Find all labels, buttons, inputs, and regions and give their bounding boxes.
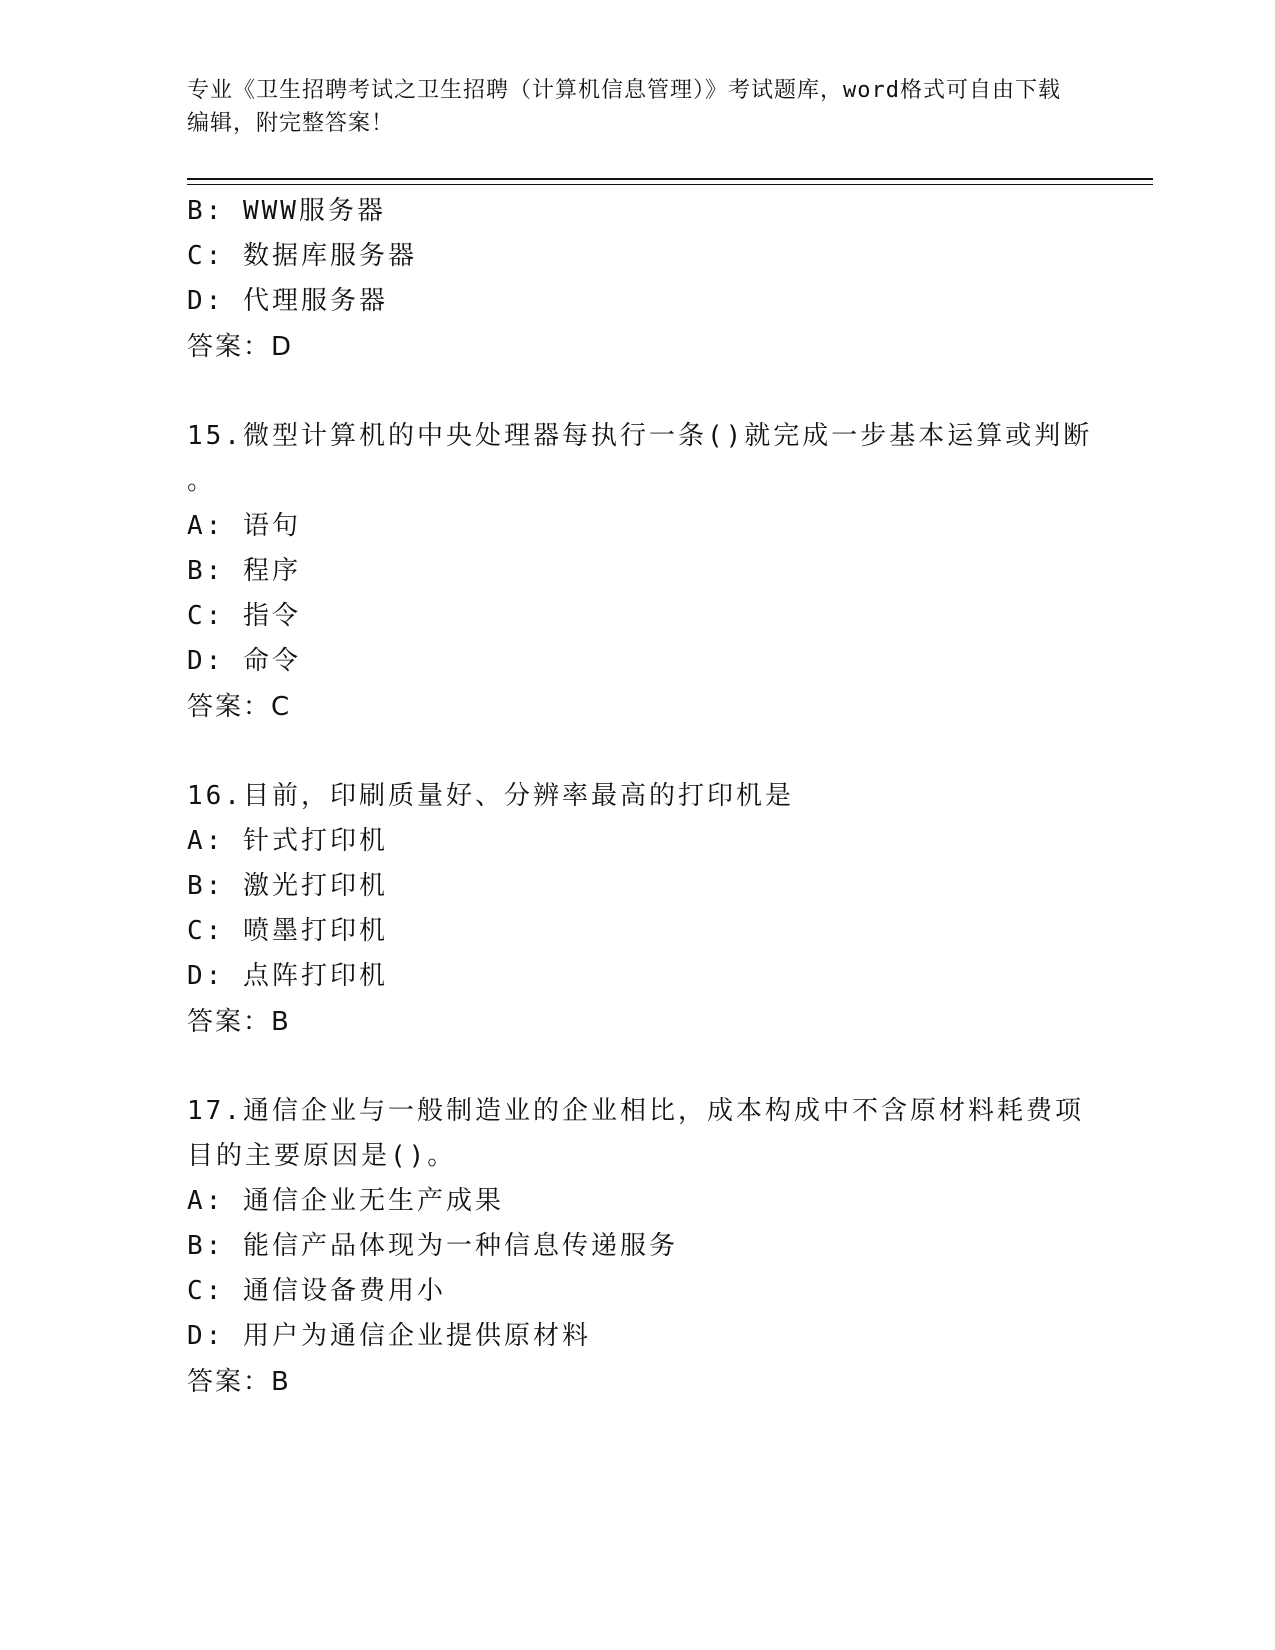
q15-option-b: B: 程序: [187, 556, 301, 586]
q17-answer: 答案：B: [187, 1367, 291, 1397]
q17-option-c: C: 通信设备费用小: [187, 1276, 446, 1306]
q14-answer: 答案：D: [187, 332, 294, 362]
q15-stem-line1: 15.微型计算机的中央处理器每执行一条()就完成一步基本运算或判断: [187, 421, 1093, 451]
q14-option-b: B: WWW服务器: [187, 196, 386, 226]
q17-stem-line2: 目的主要原因是()。: [187, 1141, 457, 1171]
q17-option-b: B: 能信产品体现为一种信息传递服务: [187, 1231, 678, 1261]
q16-option-a: A: 针式打印机: [187, 826, 388, 856]
q16-option-c: C: 喷墨打印机: [187, 916, 388, 946]
q15-answer: 答案：C: [187, 692, 292, 722]
q15-option-a: A: 语句: [187, 511, 301, 541]
q16-option-b: B: 激光打印机: [187, 871, 388, 901]
q15-stem-line2: 。: [187, 466, 217, 496]
document-header: 专业《卫生招聘考试之卫生招聘（计算机信息管理）》考试题库，word格式可自由下载编辑，附完整答案！: [187, 78, 1061, 136]
q16-answer: 答案：B: [187, 1007, 291, 1037]
q15-option-c: C: 指令: [187, 601, 301, 631]
q16-stem: 16.目前，印刷质量好、分辨率最高的打印机是: [187, 781, 794, 811]
q16-option-d: D: 点阵打印机: [187, 961, 388, 991]
q17-stem-line1: 17.通信企业与一般制造业的企业相比，成本构成中不含原材料耗费项: [187, 1096, 1084, 1126]
header-divider-thin: [187, 184, 1153, 185]
q17-option-a: A: 通信企业无生产成果: [187, 1186, 504, 1216]
header-divider: [187, 178, 1153, 180]
q14-option-d: D: 代理服务器: [187, 286, 388, 316]
q14-option-c: C: 数据库服务器: [187, 241, 417, 271]
q17-option-d: D: 用户为通信企业提供原材料: [187, 1321, 591, 1351]
q15-option-d: D: 命令: [187, 646, 301, 676]
